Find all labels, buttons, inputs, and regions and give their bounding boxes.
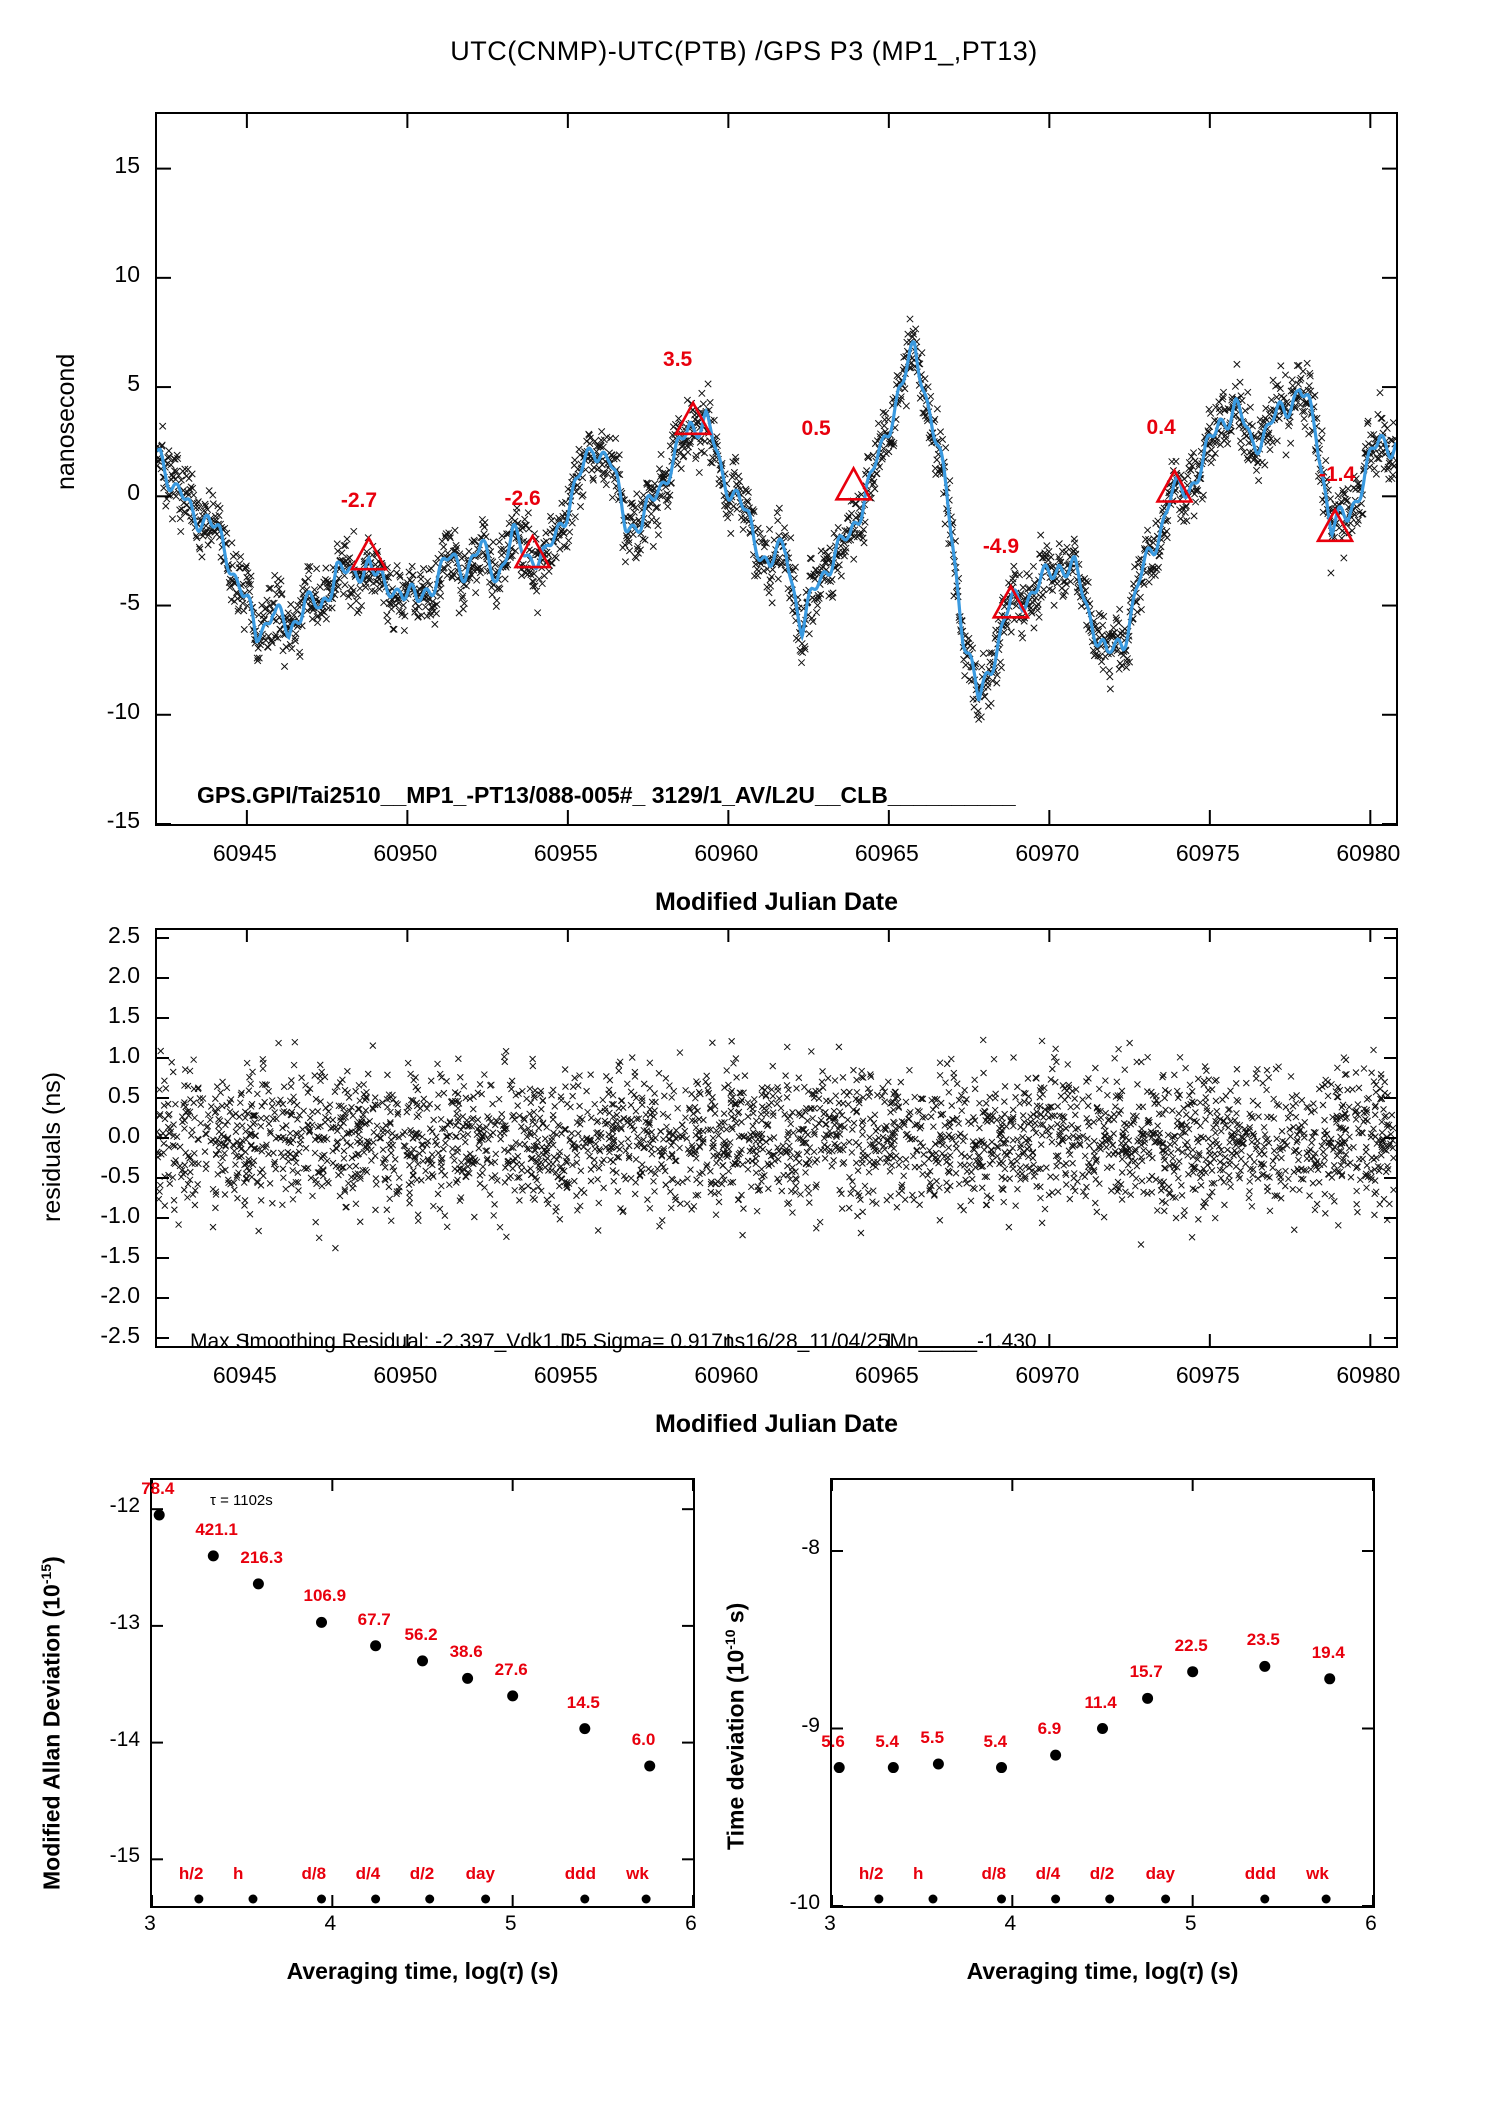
panel2-ytick: 0.5 [108, 1082, 140, 1108]
phase-plot-panel [155, 112, 1398, 826]
panel2-ylabel: residuals (ns) [38, 1071, 66, 1222]
panel1-ytick: 10 [114, 260, 140, 287]
panel4-point-label: 19.4 [1311, 1642, 1345, 1662]
panel1-ytick: -15 [106, 807, 140, 833]
panel4-axis-tick-label: h/2 [858, 1864, 884, 1883]
panel3-xtick: 3 [144, 1912, 156, 1935]
panel4-xtick: 4 [1004, 1912, 1017, 1935]
panel3-axis-tick-label: ddd [564, 1864, 596, 1883]
panel3-axis-tick-label: day [465, 1864, 495, 1883]
panel3-ylabel-close: ) [38, 1556, 65, 1564]
panel4-ylabel-text: Time deviation (10 [722, 1649, 749, 1850]
panel2-ytick: -2.0 [100, 1282, 140, 1308]
panel1-ytick: -5 [119, 588, 140, 615]
panel3-point-label: 216.3 [240, 1547, 283, 1567]
panel1-marker-label: 3.5 [663, 347, 693, 371]
panel4-point-label: 23.5 [1246, 1630, 1280, 1650]
panel1-xtick: 60970 [1015, 840, 1080, 866]
panel3-point-label: 421.1 [195, 1519, 238, 1539]
panel3-point-label: 14.5 [566, 1692, 600, 1712]
panel2-ytick: -0.5 [100, 1162, 140, 1188]
panel2-xtick: 60970 [1015, 1362, 1080, 1388]
panel2-ytick: 2.0 [108, 962, 140, 988]
panel4-ytick: -9 [801, 1713, 820, 1737]
panel1-xtick: 60980 [1336, 840, 1401, 866]
panel1-marker-label: -2.6 [504, 487, 541, 511]
panel1-ytick: 0 [127, 479, 140, 506]
panel3-axis-tick-label: d/8 [301, 1864, 327, 1883]
panel2-xtick: 60945 [212, 1362, 277, 1388]
panel1-marker-label: -1.4 [1319, 462, 1356, 486]
panel3-point-label: 27.6 [494, 1659, 528, 1679]
panel3-point-label: 78.4 [141, 1479, 175, 1498]
panel1-ytick: -10 [106, 697, 140, 724]
panel3-axis-tick-label: d/4 [355, 1864, 381, 1883]
panel2-xtick: 60960 [694, 1362, 759, 1388]
panel3-ytick: -12 [109, 1494, 140, 1518]
panel4-xtick: 3 [824, 1912, 836, 1935]
panel3-point-label: 38.6 [449, 1642, 483, 1662]
panel3-point-label: 67.7 [357, 1609, 391, 1629]
panel2-xtick: 60975 [1175, 1362, 1240, 1388]
panel1-ytick: 15 [114, 151, 140, 178]
panel4-xlabel-pre: Averaging time, log( [966, 1958, 1187, 1984]
panel4-axis-tick-label: d/2 [1089, 1864, 1115, 1883]
panel4-point-label: 5.6 [821, 1731, 845, 1751]
panel2-ytick: -2.5 [100, 1322, 140, 1348]
residuals-plot-panel [155, 928, 1398, 1348]
panel1-marker-label: 0.5 [801, 417, 831, 441]
panel4-ylabel-exponent: -10 [722, 1629, 738, 1650]
panel2-ytick: 2.5 [108, 922, 140, 948]
panel2-footer: Max Smoothing Residual: -2.397_Vdk1.D5 Sigma= 0.917ns16/28_11/04/25Mn_____-1.430 [190, 1330, 1037, 1353]
panel3-point-label: 106.9 [303, 1586, 347, 1606]
panel3-xtick: 5 [504, 1912, 517, 1935]
panel4-point-label: 5.4 [983, 1731, 1008, 1751]
panel2-xtick: 60980 [1336, 1362, 1401, 1388]
panel4-axis-tick-label: ddd [1244, 1864, 1276, 1883]
panel1-xtick: 60955 [533, 840, 598, 866]
panel3-xtick: 4 [324, 1912, 337, 1935]
panel2-ytick: 1.5 [108, 1002, 140, 1028]
panel3-point-label: 6.0 [631, 1729, 656, 1749]
panel4-axis-tick-label: day [1145, 1864, 1175, 1883]
panel4-point-label: 22.5 [1174, 1635, 1208, 1655]
panel3-xlabel [150, 1958, 695, 1985]
figure-title: UTC(CNMP)-UTC(PTB) /GPS P3 (MP1_,PT13) [450, 36, 1038, 66]
panel2-xlabel: Modified Julian Date [654, 1410, 899, 1438]
panel3-xlabel-post: ) (s) [516, 1958, 559, 1984]
panel2-xtick: 60955 [533, 1362, 598, 1388]
panel3-ytick: -14 [109, 1727, 140, 1751]
panel2-xtick: 60965 [854, 1362, 919, 1388]
panel4-axis-tick-label: wk [1306, 1864, 1329, 1883]
panel1-xtick: 60945 [212, 840, 277, 866]
panel1-ylabel: nanosecond [52, 353, 80, 490]
panel3-xlabel-pre: Averaging time, log( [286, 1958, 507, 1984]
panel3-xlabel-tau: τ [506, 1958, 517, 1984]
panel3-tau-note: τ = 1102s [210, 1492, 273, 1509]
panel4-ytick: -8 [801, 1536, 820, 1559]
panel4-axis-tick-label: h [912, 1864, 924, 1883]
mdev-plot-panel [150, 1478, 695, 1908]
panel3-axis-tick-label: h/2 [178, 1864, 204, 1883]
panel4-point-label: 11.4 [1084, 1692, 1117, 1712]
panel3-axis-tick-label: d/2 [409, 1864, 435, 1883]
panel1-marker-label: -2.7 [340, 489, 378, 513]
residuals-plot-canvas [157, 930, 1396, 1346]
panel3-ytick: -15 [109, 1844, 140, 1868]
panel1-xtick: 60960 [694, 840, 759, 866]
panel1-xtick: 60950 [373, 840, 438, 866]
panel2-ytick: -1.0 [100, 1202, 140, 1228]
panel3-ytick: -13 [109, 1610, 140, 1634]
mdev-plot-canvas [152, 1480, 693, 1906]
panel1-marker-label: 0.4 [1146, 415, 1176, 439]
panel4-xtick: 5 [1184, 1912, 1197, 1935]
panel1-marker-label: -4.9 [982, 535, 1019, 559]
panel3-ylabel-text: Modified Allan Deviation (10 [38, 1584, 65, 1890]
panel3-axis-tick-label: wk [626, 1864, 649, 1883]
panel1-ytick: 5 [127, 370, 140, 397]
panel3-point-label: 56.2 [404, 1624, 438, 1644]
panel1-xtick: 60975 [1175, 840, 1240, 866]
panel4-axis-tick-label: d/4 [1035, 1864, 1061, 1883]
panel1-xtick: 60965 [854, 840, 919, 866]
panel4-ytick: -10 [789, 1891, 820, 1914]
panel3-axis-tick-label: h [232, 1864, 244, 1883]
panel3-ylabel-exponent: -15 [38, 1563, 54, 1585]
panel4-point-label: 15.7 [1129, 1662, 1163, 1682]
panel4-xlabel [830, 1958, 1375, 1985]
panel4-xtick: 6 [1365, 1912, 1377, 1935]
panel4-xlabel-post: ) (s) [1196, 1958, 1239, 1984]
panel3-ylabel [38, 1556, 66, 1890]
panel1-footer: GPS.GPI/Tai2510__MP1_-PT13/088-005#_ 3129/1_AV/L2U__CLB__________ [197, 782, 1016, 808]
panel4-axis-tick-label: d/8 [981, 1864, 1007, 1883]
panel4-point-label: 5.4 [875, 1731, 899, 1751]
panel2-ytick: 1.0 [108, 1042, 140, 1068]
panel3-xtick: 6 [685, 1912, 697, 1935]
panel2-ytick: 0.0 [108, 1122, 140, 1148]
panel2-xtick: 60950 [373, 1362, 438, 1388]
panel4-point-label: 6.9 [1037, 1719, 1062, 1739]
panel2-ytick: -1.5 [100, 1242, 140, 1268]
panel1-xlabel: Modified Julian Date [654, 888, 899, 916]
panel4-point-label: 5.5 [920, 1728, 945, 1747]
panel4-xlabel-tau: τ [1186, 1958, 1197, 1984]
panel4-ylabel-close: s) [722, 1602, 749, 1630]
phase-plot-canvas [157, 114, 1396, 824]
